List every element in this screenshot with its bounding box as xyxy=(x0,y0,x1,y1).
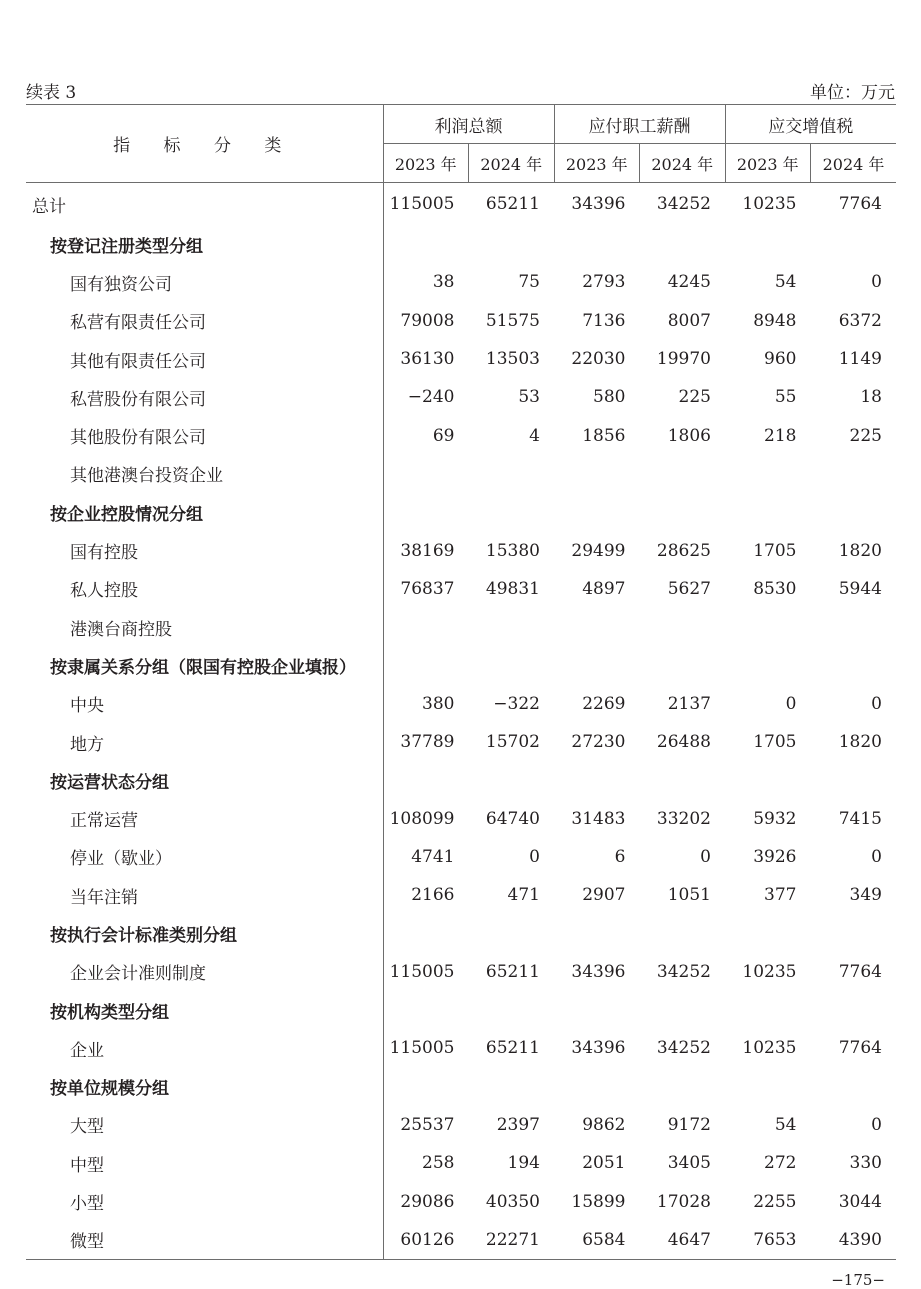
value-cell xyxy=(811,608,897,646)
value-cell xyxy=(554,455,640,493)
year-header: 2024 年 xyxy=(811,144,897,183)
value-cell: 76837 xyxy=(400,578,455,599)
value-cell: 380 xyxy=(422,693,455,714)
value-cell xyxy=(725,225,811,263)
value-cell: 5627 xyxy=(667,578,711,599)
table-row xyxy=(26,302,896,340)
group-header-profit: 利润总额 xyxy=(383,105,554,144)
value-cell xyxy=(811,1068,897,1106)
value-cell: 4741 xyxy=(411,846,455,867)
value-cell: 2166 xyxy=(411,885,455,906)
table-row xyxy=(26,1221,896,1260)
value-cell: 2793 xyxy=(582,272,626,293)
table-row xyxy=(26,183,896,226)
value-cell: 53 xyxy=(518,387,540,408)
value-cell xyxy=(725,991,811,1029)
year-header: 2023 年 xyxy=(383,144,469,183)
value-cell: 79008 xyxy=(400,310,455,331)
table-row xyxy=(26,455,896,493)
table-row xyxy=(26,1106,896,1144)
value-cell: 6372 xyxy=(838,310,882,331)
value-cell: 108099 xyxy=(389,808,455,829)
value-cell: 4897 xyxy=(582,578,626,599)
group-heading: 按运营状态分组 xyxy=(26,761,383,799)
value-cell: 1149 xyxy=(838,349,882,370)
row-label: 小型 xyxy=(26,1182,383,1220)
value-cell: 54 xyxy=(774,272,797,293)
row-label: 国有控股 xyxy=(26,531,383,569)
value-cell xyxy=(640,761,726,799)
table-row xyxy=(26,1182,896,1220)
value-cell xyxy=(640,646,726,684)
table-row xyxy=(26,340,896,378)
value-cell: 15702 xyxy=(485,732,540,752)
value-cell: 27230 xyxy=(571,732,626,752)
value-cell: 9862 xyxy=(582,1114,626,1135)
value-cell xyxy=(383,646,469,684)
value-cell: 2051 xyxy=(582,1153,626,1174)
value-cell: 258 xyxy=(422,1153,455,1174)
value-cell: 17028 xyxy=(656,1191,711,1212)
value-cell: 272 xyxy=(764,1153,797,1174)
value-cell xyxy=(811,493,897,531)
value-cell: 3926 xyxy=(753,846,797,867)
value-cell: 1820 xyxy=(838,732,882,752)
value-cell xyxy=(725,455,811,493)
value-cell xyxy=(554,646,640,684)
value-cell: 10235 xyxy=(742,194,797,214)
value-cell: 218 xyxy=(764,425,797,446)
value-cell: 64740 xyxy=(485,808,540,829)
group-heading: 按执行会计标准类别分组 xyxy=(26,914,383,952)
value-cell xyxy=(640,225,726,263)
value-cell: 65211 xyxy=(485,194,540,214)
value-cell: 1705 xyxy=(753,732,797,752)
value-cell xyxy=(383,493,469,531)
value-cell: 0 xyxy=(871,846,882,867)
row-label: 私人控股 xyxy=(26,570,383,608)
value-cell: 8948 xyxy=(753,310,797,331)
row-label: 其他有限责任公司 xyxy=(26,340,383,378)
value-cell: −322 xyxy=(493,693,540,714)
value-cell: 29086 xyxy=(400,1191,455,1212)
value-cell xyxy=(469,991,555,1029)
value-cell: 31483 xyxy=(571,808,626,829)
row-label: 停业（歇业） xyxy=(26,838,383,876)
value-cell: 19970 xyxy=(656,349,711,370)
table-row xyxy=(26,1068,896,1106)
table-row xyxy=(26,416,896,454)
value-cell xyxy=(554,914,640,952)
value-cell: 0 xyxy=(871,272,882,293)
value-cell: 4 xyxy=(529,425,540,446)
value-cell: 69 xyxy=(432,425,455,446)
value-cell: 38 xyxy=(432,272,455,293)
table-row xyxy=(26,378,896,416)
year-header: 2024 年 xyxy=(640,144,726,183)
value-cell xyxy=(469,1068,555,1106)
row-label: 中央 xyxy=(26,685,383,723)
value-cell xyxy=(383,991,469,1029)
value-cell: 225 xyxy=(849,425,882,446)
value-cell: −240 xyxy=(407,387,455,408)
row-label: 总计 xyxy=(26,183,383,226)
index-header: 指 标 分 类 xyxy=(26,105,383,183)
table-row xyxy=(26,953,896,991)
value-cell xyxy=(383,1068,469,1106)
value-cell xyxy=(469,493,555,531)
unit-label: 单位：万元 xyxy=(810,83,895,103)
value-cell: 22030 xyxy=(571,349,626,370)
value-cell xyxy=(811,991,897,1029)
table-row xyxy=(26,838,896,876)
value-cell: 34396 xyxy=(571,194,626,214)
table-row xyxy=(26,914,896,952)
row-label: 其他港澳台投资企业 xyxy=(26,455,383,493)
row-label: 地方 xyxy=(26,723,383,761)
value-cell: 4647 xyxy=(640,1221,726,1260)
value-cell xyxy=(811,646,897,684)
value-cell: 8007 xyxy=(667,310,711,331)
value-cell: 1806 xyxy=(667,425,711,446)
value-cell xyxy=(640,1068,726,1106)
value-cell: 37789 xyxy=(400,732,455,752)
group-heading: 按登记注册类型分组 xyxy=(26,225,383,263)
value-cell xyxy=(725,493,811,531)
value-cell: 25537 xyxy=(400,1114,455,1135)
group-heading: 按隶属关系分组（限国有控股企业填报） xyxy=(26,646,383,684)
value-cell xyxy=(469,646,555,684)
value-cell: 7136 xyxy=(582,310,626,331)
value-cell: 194 xyxy=(507,1153,540,1174)
table-row xyxy=(26,646,896,684)
value-cell: 115005 xyxy=(389,1038,455,1059)
table-row xyxy=(26,761,896,799)
value-cell: 34252 xyxy=(656,961,711,982)
year-header: 2023 年 xyxy=(725,144,811,183)
value-cell xyxy=(725,761,811,799)
value-cell: 2269 xyxy=(582,693,626,714)
value-cell: 65211 xyxy=(485,961,540,982)
value-cell: 10235 xyxy=(742,1038,797,1059)
value-cell: 1051 xyxy=(667,885,711,906)
value-cell: 225 xyxy=(678,387,711,408)
value-cell xyxy=(469,225,555,263)
row-label: 正常运营 xyxy=(26,799,383,837)
value-cell xyxy=(554,608,640,646)
value-cell: 75 xyxy=(518,272,540,293)
value-cell xyxy=(725,646,811,684)
value-cell xyxy=(725,608,811,646)
table-row xyxy=(26,608,896,646)
value-cell: 34252 xyxy=(656,1038,711,1059)
row-label: 私营有限责任公司 xyxy=(26,302,383,340)
page-number: −175− xyxy=(831,1271,885,1289)
value-cell: 1856 xyxy=(582,425,626,446)
value-cell: 26488 xyxy=(656,732,711,752)
value-cell: 0 xyxy=(785,693,797,714)
table-continuation-label: 续表 3 xyxy=(26,83,77,103)
row-label: 微型 xyxy=(26,1221,383,1260)
value-cell: 3044 xyxy=(838,1191,882,1212)
row-label: 国有独资公司 xyxy=(26,263,383,301)
table-row xyxy=(26,263,896,301)
group-heading: 按机构类型分组 xyxy=(26,991,383,1029)
value-cell: 55 xyxy=(774,387,797,408)
group-header-vat: 应交增值税 xyxy=(725,105,896,144)
value-cell: 15899 xyxy=(571,1191,626,1212)
value-cell: 5944 xyxy=(838,578,882,599)
value-cell: 4245 xyxy=(667,272,711,293)
value-cell: 349 xyxy=(849,885,882,906)
value-cell: 0 xyxy=(529,846,540,867)
value-cell xyxy=(725,914,811,952)
table-row xyxy=(26,493,896,531)
value-cell: 2907 xyxy=(582,885,626,906)
group-heading: 按企业控股情况分组 xyxy=(26,493,383,531)
value-cell: 1820 xyxy=(838,540,882,561)
value-cell: 7653 xyxy=(725,1221,811,1260)
value-cell: 2397 xyxy=(496,1114,540,1135)
value-cell: 1705 xyxy=(753,540,797,561)
value-cell: 13503 xyxy=(485,349,540,370)
value-cell: 6584 xyxy=(554,1221,640,1260)
value-cell: 8530 xyxy=(753,578,797,599)
value-cell xyxy=(554,1068,640,1106)
value-cell xyxy=(383,455,469,493)
value-cell: 10235 xyxy=(742,961,797,982)
row-label: 大型 xyxy=(26,1106,383,1144)
value-cell: 36130 xyxy=(400,349,455,370)
table-row xyxy=(26,991,896,1029)
value-cell xyxy=(725,1068,811,1106)
table-row xyxy=(26,570,896,608)
value-cell: 22271 xyxy=(469,1221,555,1260)
value-cell: 51575 xyxy=(485,310,540,331)
group-heading: 按单位规模分组 xyxy=(26,1068,383,1106)
value-cell xyxy=(640,608,726,646)
value-cell: 7764 xyxy=(838,194,882,214)
value-cell: 40350 xyxy=(485,1191,540,1212)
value-cell: 9172 xyxy=(667,1114,711,1135)
value-cell: 6 xyxy=(614,846,626,867)
row-label: 其他股份有限公司 xyxy=(26,416,383,454)
value-cell xyxy=(554,225,640,263)
value-cell: 7415 xyxy=(838,808,882,829)
table-row xyxy=(26,531,896,569)
value-cell: 115005 xyxy=(389,961,455,982)
value-cell: 34396 xyxy=(571,1038,626,1059)
value-cell xyxy=(469,608,555,646)
value-cell: 49831 xyxy=(485,578,540,599)
value-cell xyxy=(383,914,469,952)
value-cell xyxy=(640,455,726,493)
row-label: 企业会计准则制度 xyxy=(26,953,383,991)
value-cell: 960 xyxy=(764,349,797,370)
value-cell xyxy=(811,914,897,952)
value-cell xyxy=(469,914,555,952)
value-cell: 2137 xyxy=(667,693,711,714)
row-label: 企业 xyxy=(26,1029,383,1067)
value-cell: 7764 xyxy=(838,961,882,982)
value-cell xyxy=(383,761,469,799)
statistics-table xyxy=(26,104,896,1260)
table-row xyxy=(26,799,896,837)
value-cell: 330 xyxy=(849,1153,882,1174)
value-cell xyxy=(469,761,555,799)
table-row xyxy=(26,1029,896,1067)
value-cell: 3405 xyxy=(667,1153,711,1174)
value-cell: 60126 xyxy=(383,1221,469,1260)
value-cell: 115005 xyxy=(389,194,455,214)
row-label: 中型 xyxy=(26,1144,383,1182)
value-cell: 28625 xyxy=(656,540,711,561)
value-cell: 0 xyxy=(871,1114,882,1135)
table-row xyxy=(26,876,896,914)
value-cell: 54 xyxy=(774,1114,797,1135)
value-cell xyxy=(811,225,897,263)
table-row xyxy=(26,685,896,723)
value-cell xyxy=(640,991,726,1029)
value-cell: 29499 xyxy=(571,540,626,561)
group-header-payroll: 应付职工薪酬 xyxy=(554,105,725,144)
value-cell xyxy=(383,608,469,646)
value-cell: 4390 xyxy=(811,1221,897,1260)
value-cell: 5932 xyxy=(753,808,797,829)
value-cell: 0 xyxy=(700,846,711,867)
value-cell xyxy=(811,455,897,493)
table-row xyxy=(26,1144,896,1182)
value-cell xyxy=(554,761,640,799)
table-row xyxy=(26,723,896,761)
row-label: 港澳台商控股 xyxy=(26,608,383,646)
year-header: 2023 年 xyxy=(554,144,640,183)
year-header: 2024 年 xyxy=(469,144,555,183)
value-cell xyxy=(554,493,640,531)
value-cell xyxy=(383,225,469,263)
value-cell xyxy=(811,761,897,799)
value-cell: 0 xyxy=(871,693,882,714)
value-cell: 34396 xyxy=(571,961,626,982)
table-row xyxy=(26,225,896,263)
value-cell: 580 xyxy=(593,387,626,408)
value-cell: 34252 xyxy=(656,194,711,214)
table-body xyxy=(26,183,896,1260)
value-cell xyxy=(640,914,726,952)
value-cell xyxy=(554,991,640,1029)
value-cell: 7764 xyxy=(838,1038,882,1059)
value-cell: 15380 xyxy=(485,540,540,561)
row-label: 私营股份有限公司 xyxy=(26,378,383,416)
value-cell: 377 xyxy=(764,885,797,906)
value-cell: 18 xyxy=(860,387,882,408)
value-cell xyxy=(469,455,555,493)
value-cell: 33202 xyxy=(656,808,711,829)
value-cell: 471 xyxy=(507,885,540,906)
value-cell xyxy=(640,493,726,531)
value-cell: 65211 xyxy=(485,1038,540,1059)
row-label: 当年注销 xyxy=(26,876,383,914)
value-cell: 38169 xyxy=(400,540,455,561)
value-cell: 2255 xyxy=(753,1191,797,1212)
